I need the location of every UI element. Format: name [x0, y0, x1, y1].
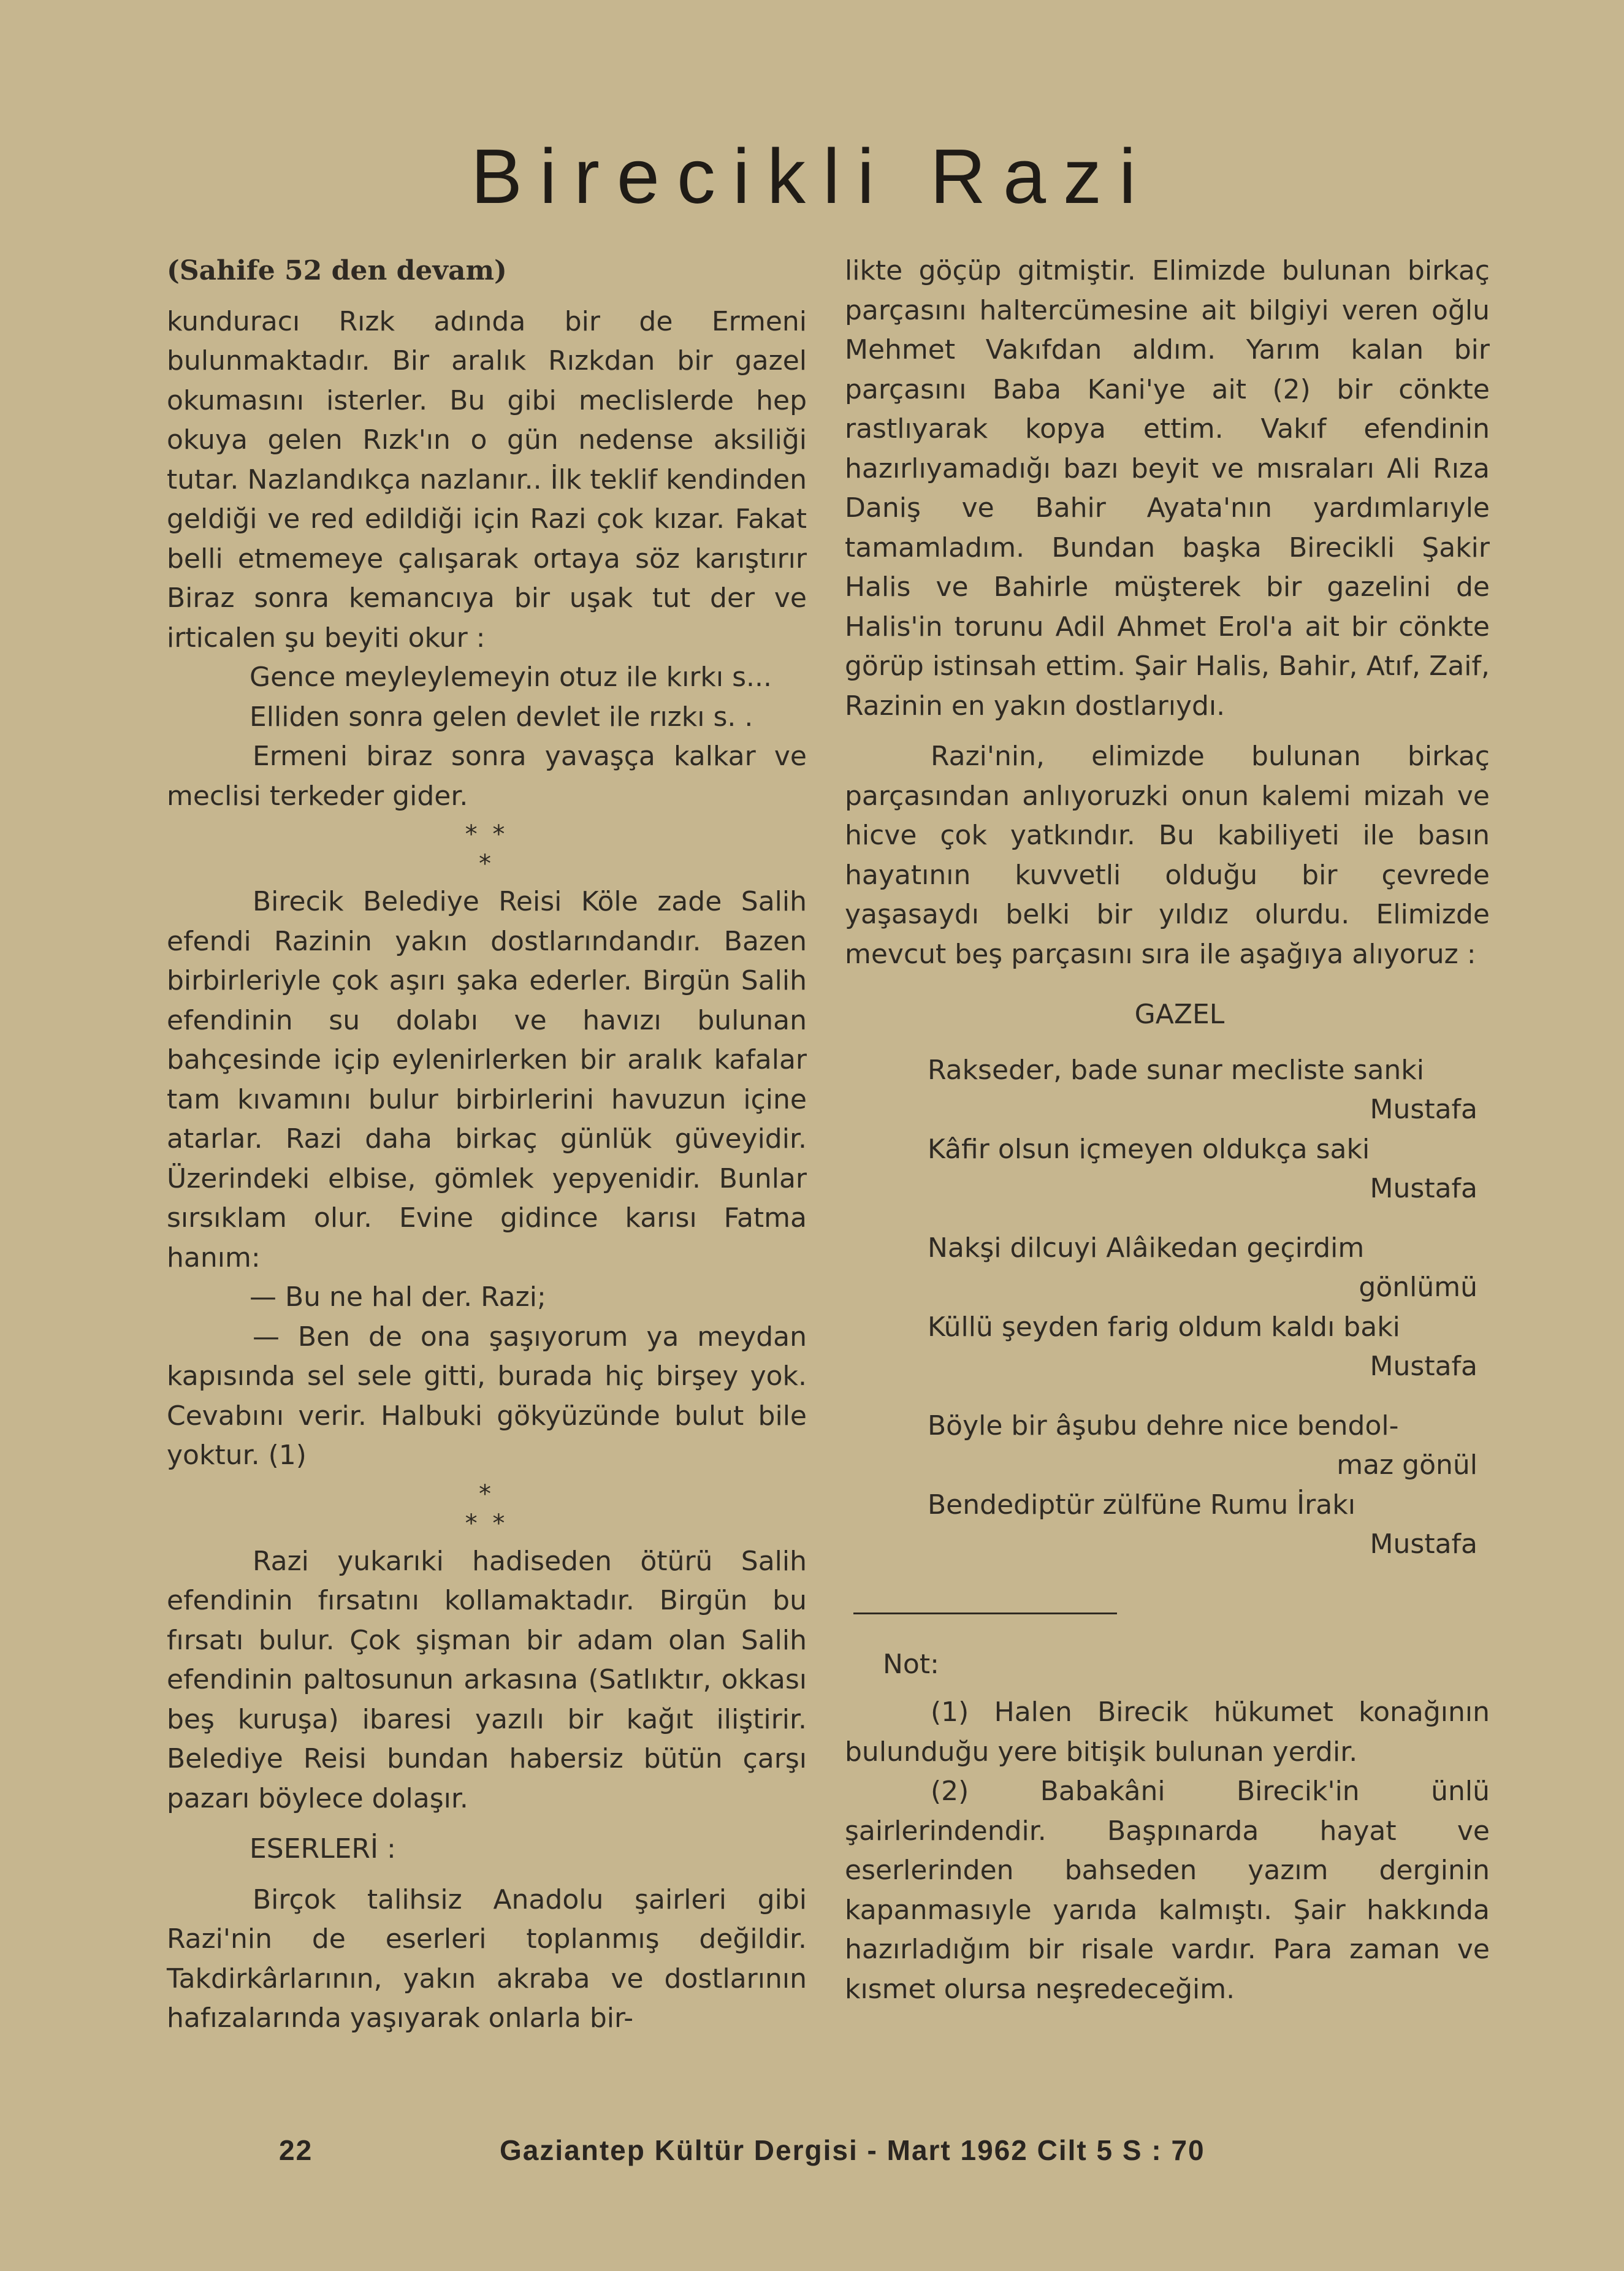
- section-heading-eserleri: ESERLERİ :: [250, 1833, 396, 1865]
- paragraph-salih-efendi: Razi yukarıki hadiseden ötürü Salih efendinin fırsatını kollamaktadır. Birgün bu fırsatı bulur. Çok şişman bir adam olan Salih efendinin paltosunun arkasına (Satlıktır, okkası beş kuruşa) ibaresi yazılı bir kağıt iliştirir. Belediye Reisi bundan habersiz bütün çarşı pazarı böylece dolaşır.: [167, 1545, 807, 1814]
- footnote-2: (2) Babakâni Birecik'in ünlü şairlerindendir. Başpınarda hayat ve eserlerinden bahseden yazım derginin kapanmasıyle yarıda kalmıştı. Şair hakkında hazırladığım bir risale vardır. Para zaman ve kısmet olursa neşredeceğim.: [845, 1776, 1490, 2005]
- continuation-note: (Sahife 52 den devam): [167, 255, 507, 286]
- paragraph-sources: likte göçüp gitmiştir. Elimizde bulunan birkaç parçasını haltercümesine ait bilgiyi veren oğlu Mehmet Vakıfdan aldım. Yarım kalan bir parçasını Baba Kani'ye ait (2) bir cönkte rastlıyarak kopya ettim. Vakıf efendinin hazırlıyamadığı bazı beyit ve mısraları Ali Rıza Daniş ve Bahir Ayata'nın yardımlarıyle tamamladım. Bundan başka Birecikli Şakir Halis ve Bahirle müşterek bir gazelini de Halis'in torunu Adil Ahmet Erol'a ait bir cönkte görüp istinsah ettim. Şair Halis, Bahir, Atıf, Zaif, Razinin en yakın dostlarıydı.: [845, 255, 1490, 722]
- right-column: [845, 251, 1490, 2009]
- gazel-line-1: Rakseder, bade sunar mecliste sanki: [928, 1054, 1425, 1086]
- section-divider-2: * * *: [465, 1479, 509, 1538]
- dialog-line-2: — Ben de ona şaşıyorum ya meydan kapısında sel sele gitti, burada hiç birşey yok. Cevabını verir. Halbuki gökyüzünde bulut bile yoktur. (1): [167, 1321, 807, 1471]
- gazel-line-1-tail: Mustafa: [1370, 1094, 1477, 1125]
- paragraph-belediye-reisi: Birecik Belediye Reisi Köle zade Salih efendi Razinin yakın dostlarındandır. Bazen birbirleriyle çok aşırı şaka ederler. Birgün Salih efendinin su dolabı ve havızı bulunan bahçesinde içip eylenirlerken bir aralık kafalar tam kıvamını bulur birbirlerini havuzun içine atarlar. Razi daha birkaç günlük güveyidir. Üzerindeki elbise, gömlek yepyenidir. Bunlar sırsıklam olur. Evine gidince karısı Fatma hanım:: [167, 886, 807, 1273]
- gazel-line-2: Kâfir olsun içmeyen oldukça saki: [928, 1133, 1370, 1165]
- paragraph-mizah: Razi'nin, elimizde bulunan birkaç parçasından anlıyoruzki onun kalemi mizah ve hicve çok yatkındır. Bu kabiliyeti ile basın hayatının kuvvetli olduğu bir çevrede yaşasaydı belki bir yıldız olurdu. Elimizde mevcut beş parçasını sıra ile aşağıya alıyoruz :: [845, 741, 1490, 970]
- left-column: [167, 251, 807, 2039]
- couplet: [167, 658, 807, 737]
- gazel-line-4: Küllü şeyden farig oldum kaldı baki: [928, 1311, 1400, 1343]
- couplet-gap: [928, 1209, 1477, 1229]
- gazel-line-4-tail: Mustafa: [1370, 1351, 1477, 1382]
- gazel-line-3-tail: gönlümü: [1359, 1272, 1477, 1303]
- footnote-heading: Not:: [883, 1648, 939, 1680]
- paragraph-rizk: kunduracı Rızk adında bir de Ermeni bulunmaktadır. Bir aralık Rızkdan bir gazel okumasını isterler. Bu gibi meclislerde hep okuya gelen Rızk'ın o gün nedense aksiliği tutar. Nazlandıkça nazlanır.. İlk teklif kendinden geldiği ve red edildiği için Razi çok kızar. Fakat belli etmemeye çalışarak ortaya söz karıştırır Biraz sonra kemancıya bir uşak tut der ve irticalen şu beyiti okur :: [167, 305, 807, 654]
- gazel-line-2-tail: Mustafa: [1370, 1173, 1477, 1204]
- gazel-line-5-tail: maz gönül: [1336, 1449, 1477, 1481]
- couplet-gap: [928, 1387, 1477, 1406]
- gazel-line-3: Nakşi dilcuyi Alâikedan geçirdim: [928, 1232, 1365, 1264]
- page-footer: [279, 2134, 1395, 2167]
- paragraph-ermeni: Ermeni biraz sonra yavaşça kalkar ve meclisi terkeder gider.: [167, 741, 807, 812]
- article-title: Birecikli Razi: [470, 133, 1154, 219]
- gazel-title: GAZEL: [1134, 999, 1225, 1030]
- footnote-1: (1) Halen Birecik hükumet konağının bulunduğu yere bitişik bulunan yerdir.: [845, 1697, 1490, 1768]
- couplet-line-2: Elliden sonra gelen devlet ile rızkı s. .: [250, 701, 753, 733]
- publication-info: Gaziantep Kültür Dergisi - Mart 1962 Cilt 5 S : 70: [500, 2134, 1205, 2166]
- gazel-poem: [845, 1051, 1490, 1565]
- gazel-line-5: Böyle bir âşubu dehre nice bendol-: [928, 1410, 1399, 1441]
- dialog-line-1: — Bu ne hal der. Razi;: [250, 1281, 546, 1313]
- page-number: 22: [279, 2134, 313, 2166]
- gazel-line-6-tail: Mustafa: [1370, 1529, 1477, 1560]
- paragraph-eserleri: Birçok talihsiz Anadolu şairleri gibi Razi'nin de eserleri toplanmış değildir. Takdirkârlarının, yakın akraba ve dostlarının hafızalarında yaşıyarak onlarla bir-: [167, 1884, 807, 2034]
- section-divider-1: * * *: [465, 820, 509, 878]
- footnote-divider: [853, 1613, 1117, 1614]
- gazel-line-6: Bendediptür zülfüne Rumu İrakı: [928, 1489, 1355, 1521]
- couplet-line-1: Gence meyleylemeyin otuz ile kırkı s...: [250, 662, 772, 693]
